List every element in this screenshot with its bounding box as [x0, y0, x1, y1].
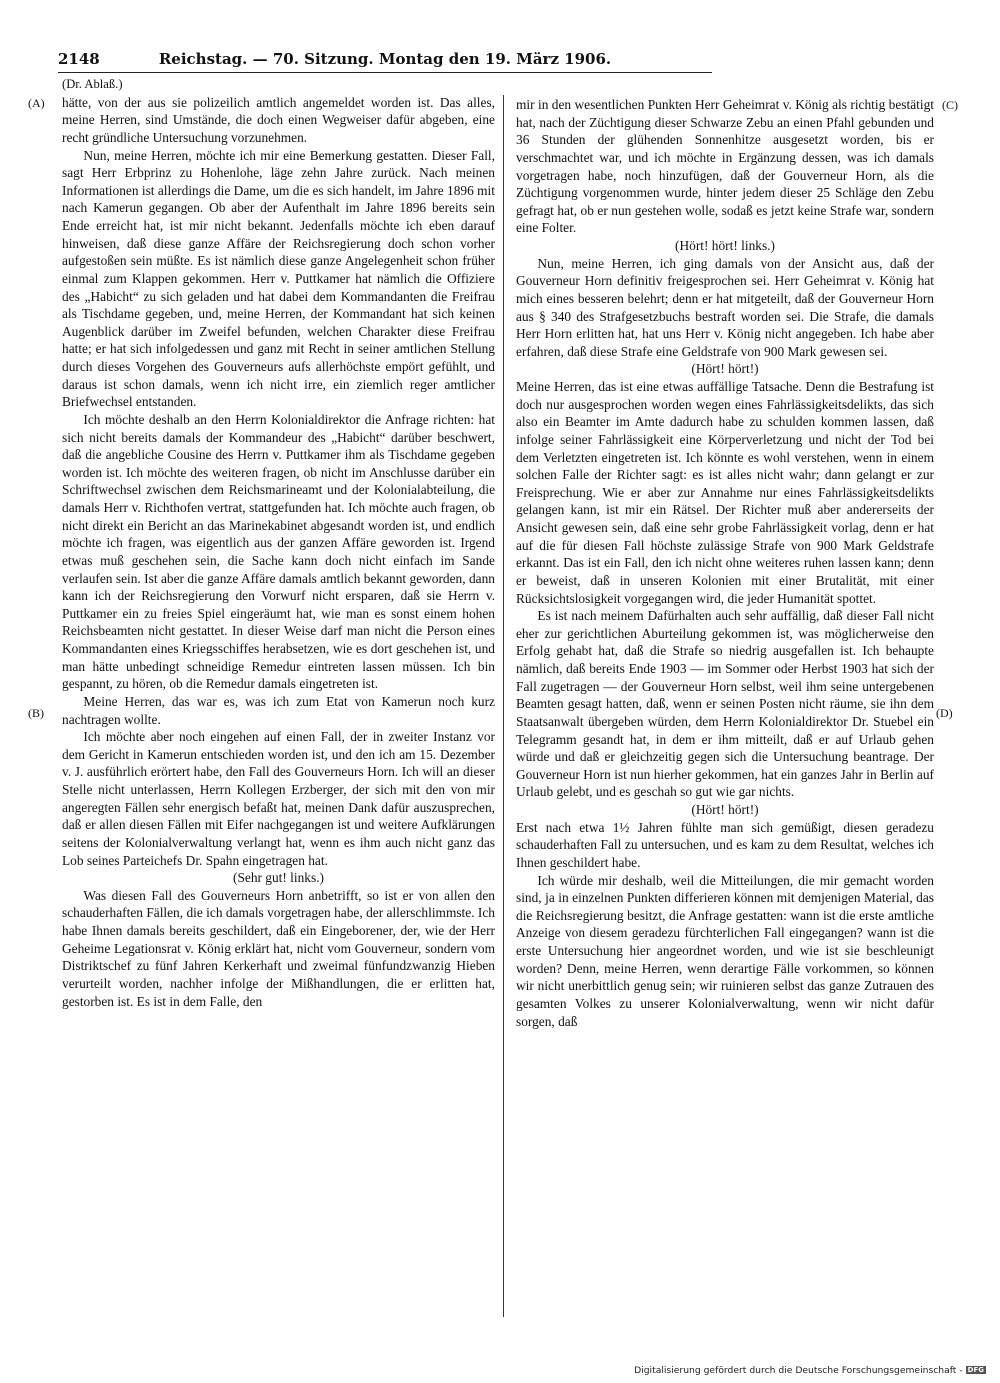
paragraph: Ich möchte deshalb an den Herrn Kolonialdirektor die Anfrage richten: hat sich nicht bereits damals der Kommandeur des „Habicht“ darüber beschwert, daß die angebliche Cousine des Herrn v. Puttkamer ihm als Tischdame gegeben worden ist. Ich möchte des weiteren fragen, ob nicht im Anschlusse darüber ein Schriftwechsel zwischen dem Reichsmarineamt und der Kolonialabteilung, die damals Herr v. Richthofen vertrat, stattgefunden hat. Ich möchte auch fragen, ob nicht direkt ein Bericht an das Marinekabinet abgesandt worden ist, und endlich möchte ich fragen, was eigentlich aus der ganzen Affäre geworden ist. Irgend etwas muß geschehen sein, die Sache kann doch nicht einfach im Sande verlaufen sein. Ist aber die ganze Affäre damals amtlich bekannt geworden, dann kann ich der Reichsregierung den Vorwurf nicht ersparen, daß sie Herrn v. Puttkamer ein zu freies Spiel eingeräumt hat, wie man es sonst einem hohen Reichsbeamten nicht gestattet. In dieser Weise darf man nicht die Person eines Kommandanten eines Kriegsschiffes herabsetzen, wie es dort geschehen ist, und man hätte unbedingt schneidige Remedur eintreten lassen müssen. Ich bin gespannt, zu hören, ob die Remedur damals eingetreten ist. — [62, 411, 495, 692]
interjection: (Hört! hört!) — [691, 361, 759, 377]
dfg-logo: DFG — [967, 1366, 984, 1374]
footer-text: Digitalisierung gefördert durch die Deutsche Forschungsgemeinschaft - — [634, 1365, 963, 1376]
paragraph: hätte, von der aus sie polizeilich amtlich angemeldet worden ist. Das alles, meine Herren, sind Umstände, die doch einen Wegweiser dafür abgeben, eine recht gründliche Untersuchung vorzunehmen. — [62, 94, 495, 145]
interjection: (Hört! hört! links.) — [675, 238, 775, 253]
paragraph: Erst nach etwa 1½ Jahren fühlte man sich gemüßigt, diesen geradezu schauderhaften Fall zu untersuchen, und es kam zu dem Resultat, welches ich Ihnen geschildert habe. — [516, 819, 934, 870]
paragraph: Ich möchte aber noch eingehen auf einen Fall, der in zweiter Instanz vor dem Gericht in Kamerun entschieden worden ist, und den ich am 15. Dezember v. J. ausführlich erörtert habe, den Fall des Gouverneurs Horn. Ich will an dieser Stelle nicht unterlassen, Herrn Kollegen Erzberger, der sich mit den von mir angeregten Fällen sehr energisch befaßt hat, meinen Dank dafür auszusprechen, daß er allen diesen Fällen mit Eifer nachgegangen ist und weitere Aufklärungen seitens der Kolonialverwaltung verlangt hat, wenn es ihm auch nicht ganz das Lob seines Parteichefs Dr. Spahn eingetragen hat. — [62, 729, 495, 868]
paragraph: Nun, meine Herren, möchte ich mir eine Bemerkung gestatten. Dieser Fall, sagt Herr Erbprinz zu Hohenlohe, läge zehn Jahre zurück. Nach meinen Informationen ist allerdings die Dame, um die es sich handelt, im Jahre 1896 mit nach Kamerun gegangen. Ob aber der Aufenthalt im Jahre 1896 bereits sein Ende erreicht hat, ist mir nicht bekannt. Jedenfalls möchte ich eben darauf hinweisen, daß diese ganze Affäre der Reichsregierung doch schon vorher aufgestoßen sein müßte. Es ist nämlich diese ganze Angelegenheit schon früher einmal zum Klappen gekommen. Herr v. Puttkamer hat nämlich die Offiziere des „Habicht“ zu sich geladen und hat dabei dem Kommandanten die Freifrau als Tischdame gegeben, und, meine Herren, der Kommandant hat sich keinen Augenblick darüber im Zweifel befunden, welchen Charakter diese Freifrau hatte; er hat sich infolgedessen und ganz mit Recht in seiner amtlichen Stellung durch dieses Vorgehen des Gouverneurs aufs allerhöchste empört gefühlt, und daraus ist schon damals, wenn ich nicht irre, ein ziemlich reger amtlicher Briefwechsel entstanden. — [62, 147, 495, 410]
margin-marker-d: (D) — [936, 706, 953, 720]
speaker-label: (Dr. Ablaß.) — [62, 77, 123, 91]
paragraph: Meine Herren, das war es, was ich zum Etat von Kamerun noch kurz nachtragen wollte. — [62, 693, 495, 727]
page-number: 2148 — [58, 50, 100, 68]
left-column — [62, 76, 495, 1010]
paragraph: Es ist nach meinem Dafürhalten auch sehr auffällig, daß dieser Fall nicht eher zur gerichtlichen Aburteilung gekommen ist, was möglicherweise den Erfolg gehabt hat, daß die Strafe so niedrig ausgefallen ist. Ich behaupte nämlich, daß bereits Ende 1903 — im Sommer oder Herbst 1903 hat sich der Fall zugetragen — der Gouverneur Horn selbst, weil ihm seine untergebenen Beamten gesagt hatten, daß, wenn er seinen Posten nicht räume, sie ihn dem Staatsanwalt übergeben würden, dem Herrn Kolonialdirektor Dr. Stuebel ein Telegramm gesandt hat, in dem er ihm mitteilt, daß er auf Urlaub gehen würde und daß er gleichzeitig gegen sich die Untersuchung beantrage. Der Gouverneur Horn ist nun hierher gekommen, hat ein ganzes Jahr in Berlin auf Urlaub gelebt, und es geschah so gut wie gar nichts. — [516, 608, 934, 800]
margin-marker-a: (A) — [28, 96, 45, 110]
paragraph: Ich würde mir deshalb, weil die Mitteilungen, die mir gemacht worden sind, ja in einzelnen Punkten differieren können mit demjenigen Material, das die Reichsregierung besitzt, die Anfrage gestatten: wann ist die erste amtliche Anzeige von diesem geradezu fürchterlichen Fall eingegangen? wann ist die erste Untersuchung hier angeordnet worden, und wie ist sie beschleunigt worden? Denn, meine Herren, wenn derartige Fälle vorkommen, so können wir nicht unerbittlich genug sein; wir ruinieren selbst das ganze Zutrauen des gesamten Volkes zu unserer Kolonialverwaltung, wenn wir nicht dafür sorgen, daß — [516, 872, 934, 1029]
digitization-credit — [634, 1365, 986, 1376]
paragraph: Was diesen Fall des Gouverneurs Horn anbetrifft, so ist er von allen den schauderhaften Fällen, die ich damals vorgetragen habe, der allerschlimmste. Ich habe Ihnen damals bereits geschildert, daß ein Eingeborener, der, wie der Herr Geheime Legationsrat v. König erklärt hat, nicht vom Gouverneur, sondern vom Distriktschef zu fünf Jahren Kerkerhaft und zweimal fünfundzwanzig Hieben verurteilt worden, nachher infolge der Mißhandlungen, die er erlitten hat, gestorben ist. Es ist in dem Falle, den — [62, 887, 495, 1009]
page-title: Reichstag. — 70. Sitzung. Montag den 19. März 1906. — [158, 50, 612, 68]
paragraph: mir in den wesentlichen Punkten Herr Geheimrat v. König als richtig bestätigt hat, nach der Züchtigung dieser Schwarze Zebu an einen Pfahl gebunden und 36 Stunden der glühenden Sonnenhitze ausgesetzt worden, bis er verschmachtet war, und ich möchte in Ergänzung dessen, was ich damals vorgetragen habe, noch hinzufügen, daß der Gouverneur Horn, als die Züchtigung vorgenommen wurde, hinter jedem dieser 25 Schläge den Zebu gefragt hat, ob er nun gestehen wolle, sodaß es jetzt keine Strafe war, sondern eine Folter. — [516, 97, 934, 236]
interjection: (Sehr gut! links.) — [232, 870, 324, 886]
paragraph: Meine Herren, das ist eine etwas auffällige Tatsache. Denn die Bestrafung ist doch nur ausgesprochen worden wegen eines Fahrlässigkeitsdelikts, das sich also ein Beamter im Amte dadurch habe zu schulden kommen lassen, daß infolge seiner Fahrlässigkeit eine Körperverletzung und nicht der Tod bei dem Verletzten eingetreten ist. Ich könnte es wohl verstehen, wenn in einem solchen Falle der Richter sagt: es ist alles nicht wahr; dann gelangt er zur Freisprechung. Wie er aber zur Annahme nur eines Fahrlässigkeitsdelikts gelangen kann, ist mir ein Rätsel. Der Richter muß aber andererseits der Ansicht gewesen sein, daß eine sehr grobe Fahrlässigkeit vorlag, denn er hat auf die für diesen Fall höchste zulässige Strafe von 900 Mark Geldstrafe erkannt. Das ist ein Fall, den ich nicht ohne weiteres ruhen lassen kann; denn er beweist, daß in unseren Kolonien mit einer Brutalität, mit einer Rücksichtslosigkeit vorgegangen wird, die jeder Humanität spottet. — [516, 379, 934, 606]
column-divider — [503, 95, 504, 1317]
paragraph: Nun, meine Herren, ich ging damals von der Ansicht aus, daß der Gouverneur Horn definitiv freigesprochen sei. Herr Geheimrat v. König hat mich eines besseren belehrt; denn er hat mitgeteilt, daß der Gouverneur Horn aus § 340 des Strafgesetzbuchs bestraft worden sei. Die Strafe, die damals Herr Horn erlitten hat, hat uns Herr v. König nicht angegeben. Ich habe aber erfahren, daß diese Strafe eine Geldstrafe von 900 Mark gewesen sei. — [516, 255, 934, 359]
margin-marker-c: (C) — [942, 98, 958, 112]
margin-marker-b: (B) — [28, 706, 44, 720]
right-column — [516, 96, 934, 1030]
page-header — [58, 50, 712, 73]
interjection: (Hört! hört!) — [691, 802, 759, 817]
